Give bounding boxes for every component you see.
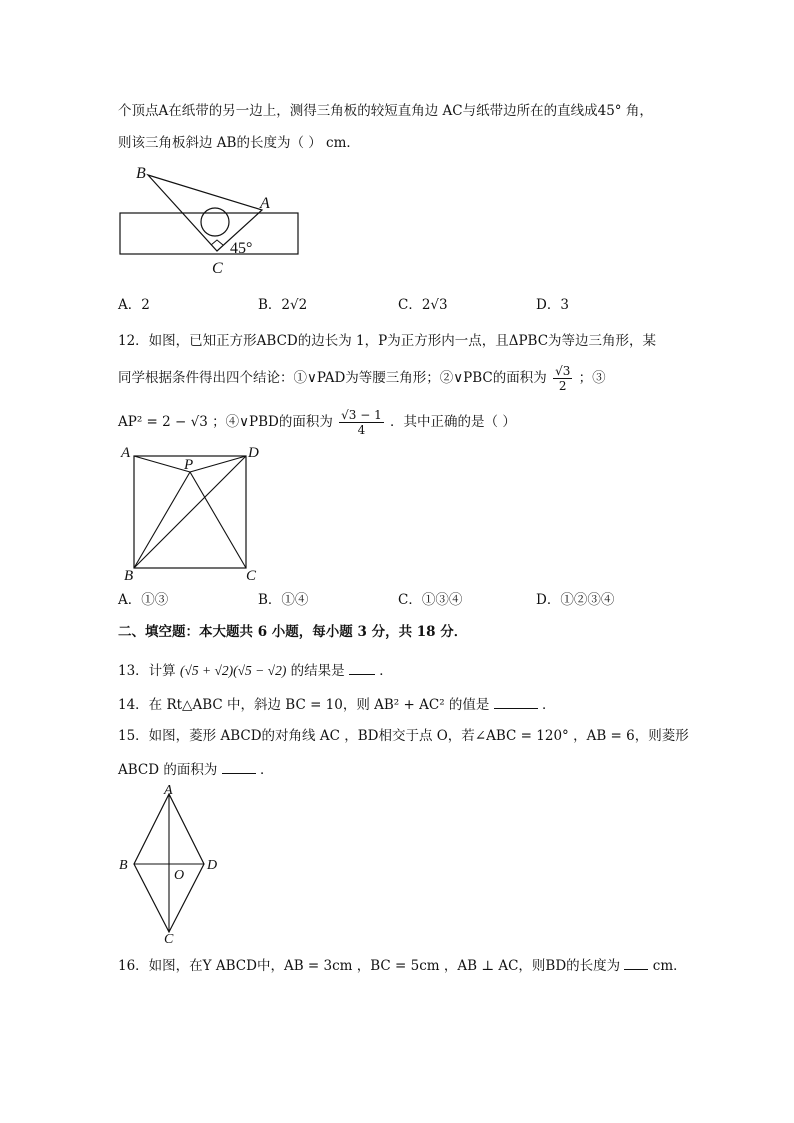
q11-line-1: 个顶点A在纸带的另一边上，测得三角板的较短直角边 AC与纸带边所在的直线成45° 角， (118, 103, 653, 119)
q15-text-b: ． (259, 762, 274, 778)
q14-text-a: 14．在 Rt△ABC 中，斜边 BC = 10，则 AB² + AC² 的值是 (118, 697, 490, 713)
q13-line (118, 660, 393, 681)
q12-frac2-den: 4 (357, 423, 366, 437)
q12-option-b: B．①④ (258, 592, 309, 608)
q11-option-b: B．2√2 (258, 297, 308, 313)
fig11-label-b: B (136, 165, 146, 182)
q12-line-3 (118, 408, 516, 437)
fig15-label-b: B (119, 858, 128, 873)
segment-pc (190, 472, 246, 568)
q12-option-a: A．①③ (118, 592, 169, 608)
fig15-label-d: D (207, 858, 218, 873)
q11-option-c: C．2√3 (398, 297, 448, 313)
q13-text-c: ． (379, 663, 393, 679)
q12-fraction-2 (339, 408, 384, 437)
fig11-label-a: A (260, 195, 270, 212)
fig12-label-d: D (248, 445, 259, 461)
fig15-label-o: O (174, 868, 185, 883)
q11-line-2: 则该三角板斜边 AB的长度为（ ） cm． (118, 135, 360, 151)
q11-option-d: D．3 (536, 297, 569, 313)
q14-line (118, 694, 556, 715)
fig12-label-c: C (246, 568, 257, 584)
q15-text-a: ABCD 的面积为 (118, 762, 218, 778)
segment-ap (134, 456, 190, 472)
q12-line-3b: ．其中正确的是（ ） (390, 414, 516, 430)
q12-line-3a: AP² = 2 − √3 ；④∨PBD的面积为 (118, 414, 333, 430)
q12-frac1-num: √3 (555, 364, 571, 378)
q13-expression: (√5 + √2)(√5 − √2) (179, 663, 287, 678)
q12-fraction-1 (553, 364, 572, 393)
q14-text-b: ． (542, 697, 556, 713)
q12-line-2 (118, 364, 606, 393)
fig15-label-c: C (164, 932, 174, 947)
q16-answer-blank[interactable] (624, 955, 648, 970)
q14-answer-blank[interactable] (494, 694, 538, 709)
q11-option-a: A．2 (118, 297, 150, 313)
q16-text-b: cm． (652, 958, 687, 974)
q12-frac2-num: √3 − 1 (341, 408, 382, 422)
q12-frac1-den: 2 (558, 379, 567, 393)
section-2-heading: 二、填空题：本大题共 6 小题，每小题 3 分，共 18 分． (118, 624, 468, 640)
q12-option-c: C．①③④ (398, 592, 463, 608)
q12-line-2b: ；③ (578, 370, 606, 386)
fig11-label-45: 45° (230, 240, 253, 257)
q12-line-1: 12．如图，已知正方形ABCD的边长为 1，P为正方形内一点，且ΔPBC为等边三角形，某 (118, 333, 657, 349)
fig15-label-a: A (164, 783, 173, 798)
q12-option-d: D．①②③④ (536, 592, 615, 608)
fig11-label-c: C (212, 260, 223, 277)
q16-line (118, 955, 687, 976)
fig12-label-a: A (121, 445, 131, 461)
q12-line-2a: 同学根据条件得出四个结论：①∨PAD为等腰三角形；②∨PBC的面积为 (118, 370, 547, 386)
paper-strip (120, 213, 298, 254)
fig12-label-b: B (124, 568, 134, 584)
q15-line-1: 15．如图，菱形 ABCD的对角线 AC ，BD相交于点 O，若∠ABC = 120° ，AB = 6，则菱形 (118, 728, 689, 744)
q15-figure (116, 783, 226, 947)
q13-text-a: 13．计算 (118, 663, 176, 679)
q13-text-b: 的结果是 (290, 663, 345, 679)
fig12-label-p: P (184, 457, 194, 473)
q15-answer-blank[interactable] (222, 759, 256, 774)
q13-answer-blank[interactable] (349, 660, 375, 675)
q15-line-2 (118, 759, 273, 780)
right-angle-mark (211, 240, 223, 245)
q11-figure (118, 162, 318, 277)
q12-figure (118, 442, 268, 582)
ruler-hole (201, 208, 229, 236)
q16-text-a: 16．如图，在Y ABCD中，AB = 3cm ，BC = 5cm ，AB ⊥ AC，则BD的长度为 (118, 958, 621, 974)
